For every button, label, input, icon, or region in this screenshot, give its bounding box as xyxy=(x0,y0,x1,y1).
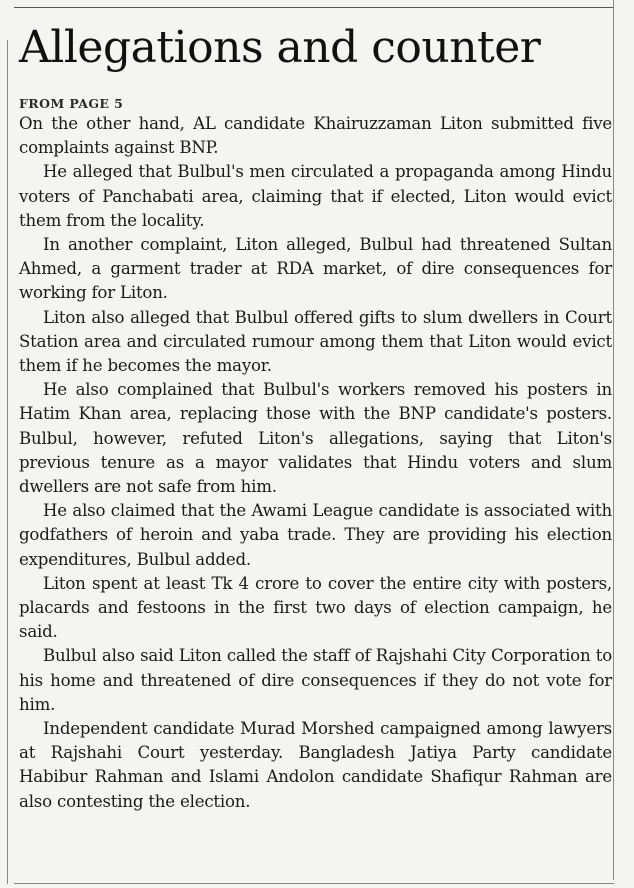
top-column-rule xyxy=(14,7,614,8)
news-article xyxy=(19,18,612,814)
article-paragraph: He also complained that Bulbul's workers removed his posters in Hatim Khan area, replacing those with the BNP candidate's posters. Bulbul, however, refuted Liton's allegations, saying that Liton's previous tenure as a mayor validates that Hindu voters and slum dwellers are not safe from him. xyxy=(19,380,612,497)
article-paragraph: Bulbul also said Liton called the staff of Rajshahi City Corporation to his home and threatened of dire consequences if they do not vote for him. xyxy=(19,646,612,714)
article-paragraph: He alleged that Bulbul's men circulated a propaganda among Hindu voters of Panchabati area, claiming that if elected, Liton would evict them from the locality. xyxy=(19,162,612,230)
left-column-rule xyxy=(7,40,8,884)
article-headline: Allegations and counter xyxy=(19,22,541,73)
article-paragraph: Liton also alleged that Bulbul offered gifts to slum dwellers in Court Station area and circulated rumour among them that Liton would evict them if he becomes the mayor. xyxy=(19,307,612,376)
article-paragraph: On the other hand, AL candidate Khairuzzaman Liton submitted five complaints against BNP. xyxy=(19,114,612,158)
article-paragraph: Independent candidate Murad Morshed campaigned among lawyers at Rajshahi Court yesterday. Bangladesh Jatiya Party candidate Habibur Rahman and Islami Andolon candidate Shafiqur Rahman are also contesting the election. xyxy=(19,719,612,811)
article-paragraph: He also claimed that the Awami League candidate is associated with godfathers of heroin and yaba trade. They are providing his election expenditures, Bulbul added. xyxy=(19,501,612,569)
article-paragraph: In another complaint, Liton alleged, Bulbul had threatened Sultan Ahmed, a garment trader at RDA market, of dire consequences for working for Liton. xyxy=(19,235,612,303)
continuation-line: FROM PAGE 5 xyxy=(19,96,124,111)
bottom-column-rule xyxy=(14,883,614,884)
article-body xyxy=(19,112,612,814)
article-paragraph: Liton spent at least Tk 4 crore to cover the entire city with posters, placards and festoons in the first two days of election campaign, he said. xyxy=(19,573,612,642)
right-column-rule xyxy=(613,0,614,880)
